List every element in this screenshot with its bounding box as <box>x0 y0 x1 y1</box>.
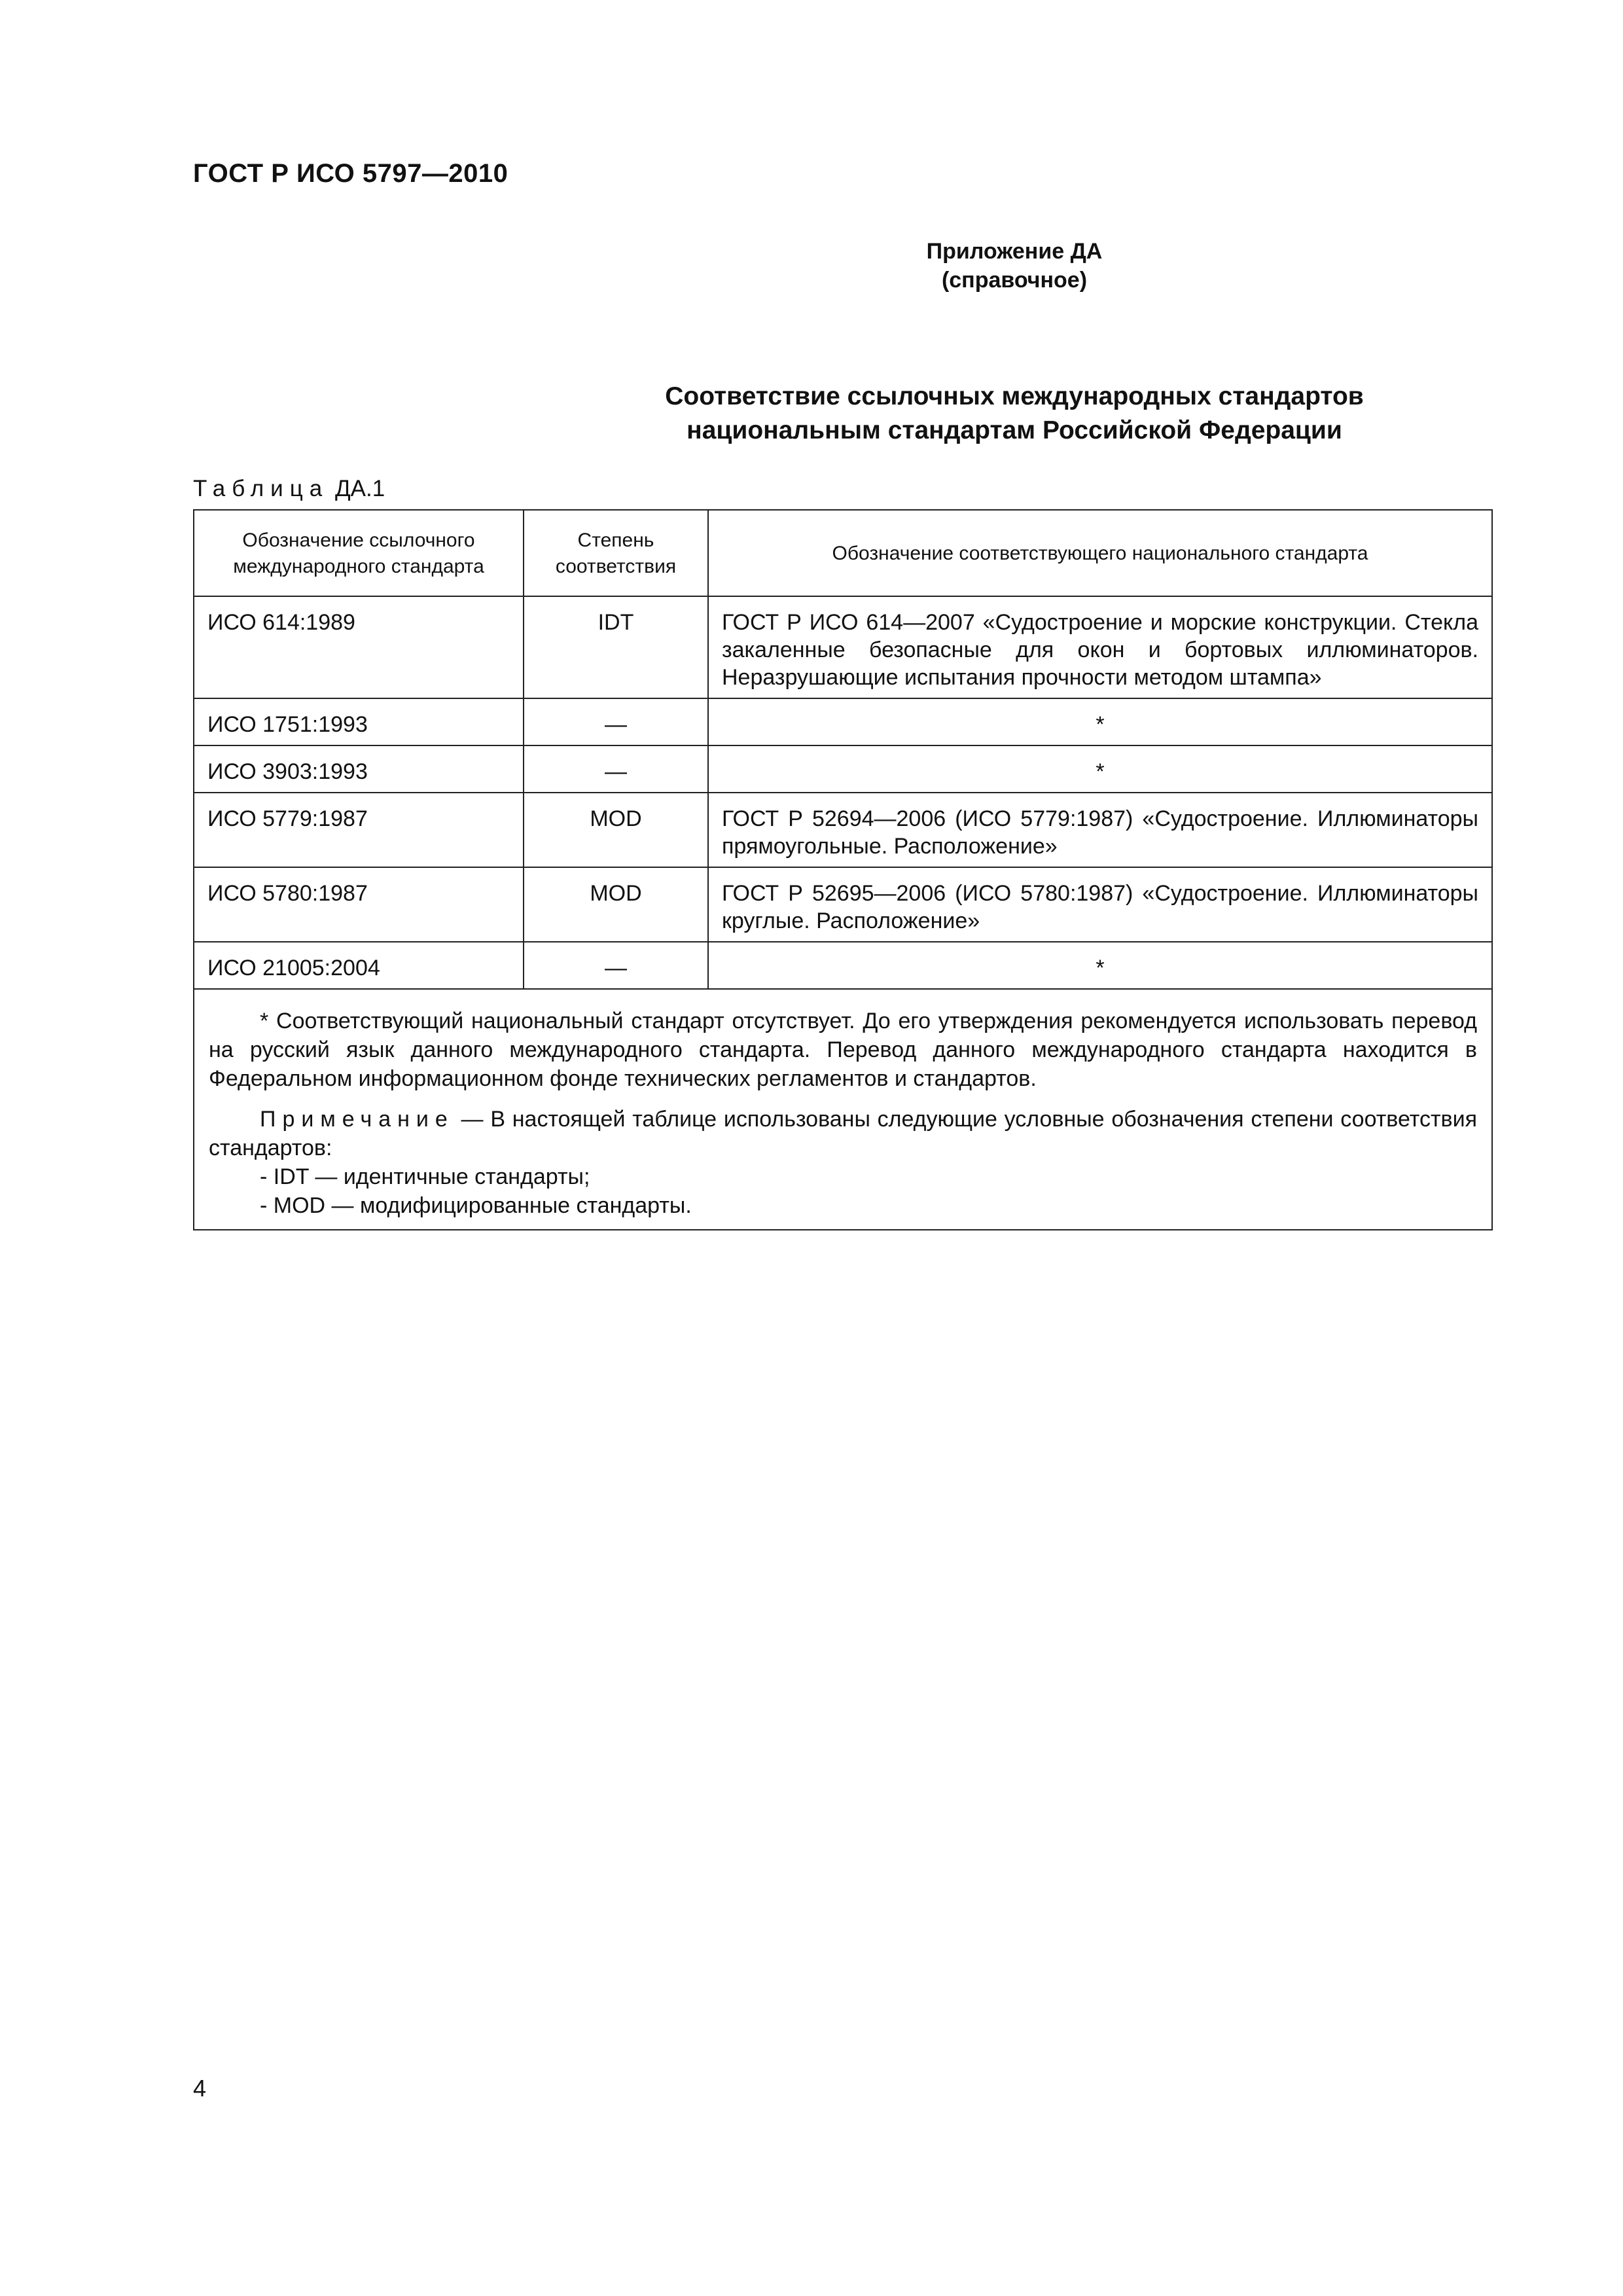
annex-kind: (справочное) <box>941 268 1088 293</box>
cell-national: * <box>708 942 1492 989</box>
header-reference <box>194 510 524 596</box>
table-row <box>194 867 1492 942</box>
table-header-row <box>194 510 1492 596</box>
annex-title: Приложение ДА <box>926 239 1103 264</box>
header-national: Обозначение соответствующего национального стандарта <box>708 510 1492 596</box>
document-code: ГОСТ Р ИСО 5797—2010 <box>193 159 508 188</box>
remark-word: Примечание <box>260 1107 454 1132</box>
legend-idt: - IDT — идентичные стандарты; <box>260 1164 590 1189</box>
cell-degree: IDT <box>524 596 708 698</box>
table-row <box>194 745 1492 793</box>
header-degree-line2: соответствия <box>555 556 677 577</box>
header-degree <box>524 510 708 596</box>
remark-text: — В настоящей таблице использованы следующие условные обозначения степени соответствия стандартов: <box>209 1107 1477 1160</box>
cell-reference: ИСО 1751:1993 <box>194 698 524 745</box>
cell-degree: — <box>524 745 708 793</box>
cell-reference: ИСО 5779:1987 <box>194 793 524 867</box>
cell-national: ГОСТ Р ИСО 614—2007 «Судостроение и морские конструкции. Стекла закаленные безопасные для окон и бортовых иллюминаторов. Неразрушающие испытания прочности методом штампа» <box>708 596 1492 698</box>
correspondence-table <box>193 509 1493 1230</box>
page-number: 4 <box>193 2075 207 2102</box>
footnote: * Соответствующий национальный стандарт отсутствует. До его утверждения рекомендуется использовать перевод на русский язык данного международного стандарта. Перевод данного международного стандарта находится в Федеральном информационном фонде технических регламентов и стандартов. <box>209 1009 1477 1091</box>
cell-national: * <box>708 698 1492 745</box>
table-notes <box>194 989 1492 1230</box>
header-reference-line2: международного стандарта <box>233 556 484 577</box>
cell-degree: MOD <box>524 793 708 867</box>
header-degree-line1: Степень <box>577 529 654 551</box>
table-notes-row <box>194 989 1492 1230</box>
table-row <box>194 793 1492 867</box>
table-row <box>194 698 1492 745</box>
cell-degree: — <box>524 942 708 989</box>
cell-reference: ИСО 21005:2004 <box>194 942 524 989</box>
heading-line-2: национальным стандартам Российской Федерации <box>687 416 1342 444</box>
table-caption-word: Таблица <box>193 476 329 501</box>
table-caption <box>193 476 385 502</box>
cell-reference: ИСО 5780:1987 <box>194 867 524 942</box>
table-row <box>194 596 1492 698</box>
cell-national: ГОСТ Р 52694—2006 (ИСО 5779:1987) «Судостроение. Иллюминаторы прямоугольные. Расположение» <box>708 793 1492 867</box>
cell-degree: — <box>524 698 708 745</box>
cell-national: ГОСТ Р 52695—2006 (ИСО 5780:1987) «Судостроение. Иллюминаторы круглые. Расположение» <box>708 867 1492 942</box>
table-caption-number: ДА.1 <box>334 476 385 501</box>
header-reference-line1: Обозначение ссылочного <box>242 529 475 551</box>
table-row <box>194 942 1492 989</box>
cell-reference: ИСО 614:1989 <box>194 596 524 698</box>
heading-line-1: Соответствие ссылочных международных стандартов <box>665 382 1364 410</box>
legend-mod: - MOD — модифицированные стандарты. <box>260 1193 692 1218</box>
cell-reference: ИСО 3903:1993 <box>194 745 524 793</box>
cell-degree: MOD <box>524 867 708 942</box>
remark <box>209 1105 1477 1162</box>
cell-national: * <box>708 745 1492 793</box>
